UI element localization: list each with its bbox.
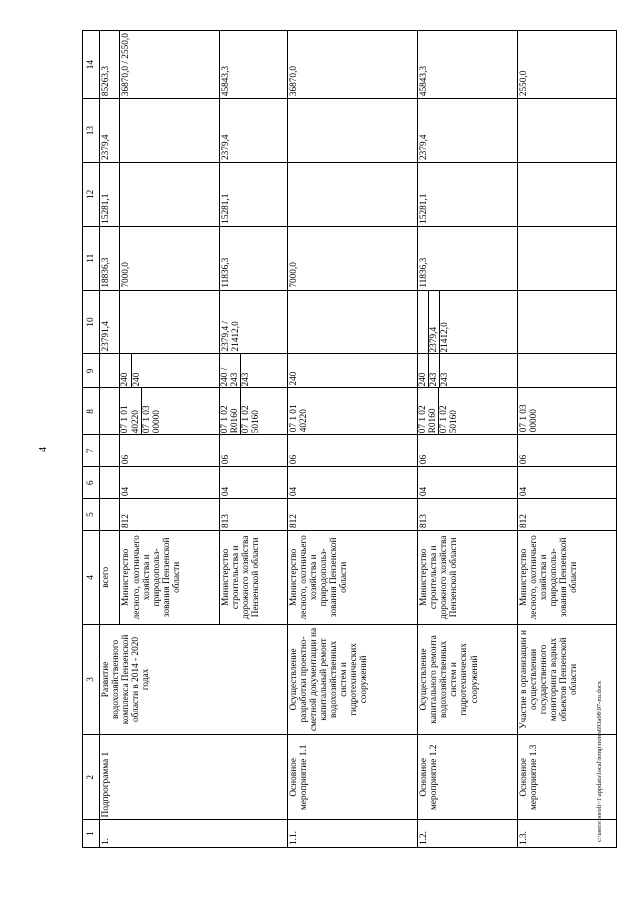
cell-part: 07 1 03 00000 xyxy=(141,405,162,434)
footer-file-path: c:\users\boroli~1\appdata\local\temp\notes693a08\97-nu.docx xyxy=(596,680,603,842)
program-title: Осуществление капитального ремонта водохозяйственных систем и гидротехнических сооружений xyxy=(418,624,517,735)
cell xyxy=(120,354,219,388)
cell-part: 07 1 01 40220 xyxy=(120,389,141,435)
cell xyxy=(100,388,120,435)
cell: 812 xyxy=(120,499,219,531)
executor: Министерство строительства и дорожного хозяйства Пензенской области xyxy=(219,531,287,625)
cell: 7000,0 xyxy=(287,226,418,290)
cell: 812 xyxy=(517,499,616,531)
cell xyxy=(120,162,219,226)
header-row xyxy=(83,31,100,848)
cell: 11836,3 xyxy=(219,226,287,290)
program-title: Участие в организации и осуществлении государственного мониторинга водных объектов Пензенской области xyxy=(517,624,616,735)
col-header: 11 xyxy=(83,226,100,290)
cell xyxy=(517,354,616,388)
cell-part: 240 xyxy=(120,354,131,387)
cell xyxy=(418,388,517,435)
table-row xyxy=(287,31,418,848)
cell: 2550,0 xyxy=(517,31,616,99)
col-header: 2 xyxy=(83,735,100,820)
col-header: 3 xyxy=(83,624,100,735)
row-number: 1.3. xyxy=(517,820,616,848)
cell: 240 xyxy=(287,354,418,388)
col-header: 1 xyxy=(83,820,100,848)
cell xyxy=(100,499,120,531)
cell xyxy=(418,354,517,388)
program-name: Основное мероприятие 1.1 xyxy=(287,735,418,820)
cell xyxy=(287,290,418,354)
row-number: 1. xyxy=(100,820,288,848)
cell: 36870,0 / 2550,0 xyxy=(120,31,219,99)
program-name: Подпрограмма 1 xyxy=(100,735,288,820)
col-header: 12 xyxy=(83,162,100,226)
cell xyxy=(517,290,616,354)
cell: 04 xyxy=(287,467,418,499)
cell xyxy=(100,435,120,467)
budget-table-rotated xyxy=(82,30,617,848)
cell: 7000,0 xyxy=(120,226,219,290)
cell: 06 xyxy=(517,435,616,467)
cell: 45843,3 xyxy=(418,31,517,99)
col-header: 14 xyxy=(83,31,100,99)
cell: 36870,0 xyxy=(287,31,418,99)
cell-part: 2379,4 xyxy=(429,291,440,354)
cell: 06 xyxy=(287,435,418,467)
executor: Министерство лесного, охотничьего хозяйства и природопольз-зования Пензенской области xyxy=(120,531,219,625)
cell-part: 07 1 02 R0160 xyxy=(418,389,439,435)
program-title: Осуществление разработки проектно-сметной документации на капитальный ремонт водохозяйственных систем и гидротехнических сооружений xyxy=(287,624,418,735)
executor: Министерство строительства и дорожного хозяйства Пензенской области xyxy=(418,531,517,625)
executor: Министерство лесного, охотничьего хозяйства и природопольз-зования Пензенской области xyxy=(287,531,418,625)
cell: 813 xyxy=(219,499,287,531)
cell xyxy=(120,99,219,163)
cell: 18836,3 xyxy=(100,226,120,290)
col-header: 13 xyxy=(83,99,100,163)
executor-total: всего xyxy=(100,531,120,625)
program-name: Основное мероприятие 1.2 xyxy=(418,735,517,820)
budget-table xyxy=(82,30,617,848)
cell-part xyxy=(418,291,429,354)
cell: 06 xyxy=(219,435,287,467)
cell: 04 xyxy=(219,467,287,499)
cell xyxy=(287,162,418,226)
cell: 45843,3 xyxy=(219,31,287,99)
cell xyxy=(287,99,418,163)
row-number: 1.1. xyxy=(287,820,418,848)
cell-part: 243 xyxy=(240,372,251,387)
cell: 85263,3 xyxy=(100,31,120,99)
cell xyxy=(219,354,287,388)
cell-part: 240 xyxy=(418,354,429,387)
cell: 2379,4 xyxy=(418,99,517,163)
executor: Министерство лесного, охотничьего хозяйства и природопольз-зования Пензенской области xyxy=(517,531,616,625)
cell xyxy=(120,290,219,354)
cell-part: 240 xyxy=(131,372,142,387)
col-header: 9 xyxy=(83,354,100,388)
cell: 23791,4 xyxy=(100,290,120,354)
col-header: 5 xyxy=(83,499,100,531)
cell: 812 xyxy=(287,499,418,531)
table-row xyxy=(418,31,517,848)
cell: 2379,4 / 21412,0 xyxy=(219,290,287,354)
cell: 04 xyxy=(418,467,517,499)
cell: 06 xyxy=(418,435,517,467)
cell-part: 07 1 02 50160 xyxy=(439,405,460,434)
cell: 11836,3 xyxy=(418,226,517,290)
cell xyxy=(517,226,616,290)
cell: 15281,1 xyxy=(100,162,120,226)
cell: 15281,1 xyxy=(219,162,287,226)
cell xyxy=(517,162,616,226)
cell xyxy=(100,354,120,388)
cell-part: 240 / 243 xyxy=(220,354,241,387)
cell: 15281,1 xyxy=(418,162,517,226)
cell-part: 21412,0 xyxy=(440,322,451,353)
cell xyxy=(100,467,120,499)
cell xyxy=(418,290,517,354)
cell: 07 1 01 40220 xyxy=(287,388,418,435)
col-header: 4 xyxy=(83,531,100,625)
cell-part: 07 1 02 R0160 xyxy=(220,389,241,435)
cell: 06 xyxy=(120,435,219,467)
row-number: 1.2. xyxy=(418,820,517,848)
program-name: Основное мероприятие 1.3 xyxy=(517,735,616,820)
col-header: 10 xyxy=(83,290,100,354)
cell: 813 xyxy=(418,499,517,531)
cell xyxy=(517,99,616,163)
cell: 04 xyxy=(517,467,616,499)
cell-part: 243 xyxy=(429,354,440,387)
cell: 2379,4 xyxy=(100,99,120,163)
col-header: 7 xyxy=(83,435,100,467)
cell-part: 243 xyxy=(440,372,451,387)
col-header: 6 xyxy=(83,467,100,499)
program-title: Развитие водохозяйственного комплекса Пензенской области в 2014 - 2020 годах xyxy=(100,624,288,735)
cell: 07 1 03 00000 xyxy=(517,388,616,435)
cell: 04 xyxy=(120,467,219,499)
table-row xyxy=(100,31,120,848)
col-header: 8 xyxy=(83,388,100,435)
cell: 2379,4 xyxy=(219,99,287,163)
page-number: 4 xyxy=(38,447,49,452)
cell xyxy=(120,388,219,435)
cell-part: 07 1 02 50160 xyxy=(240,405,261,434)
cell xyxy=(219,388,287,435)
